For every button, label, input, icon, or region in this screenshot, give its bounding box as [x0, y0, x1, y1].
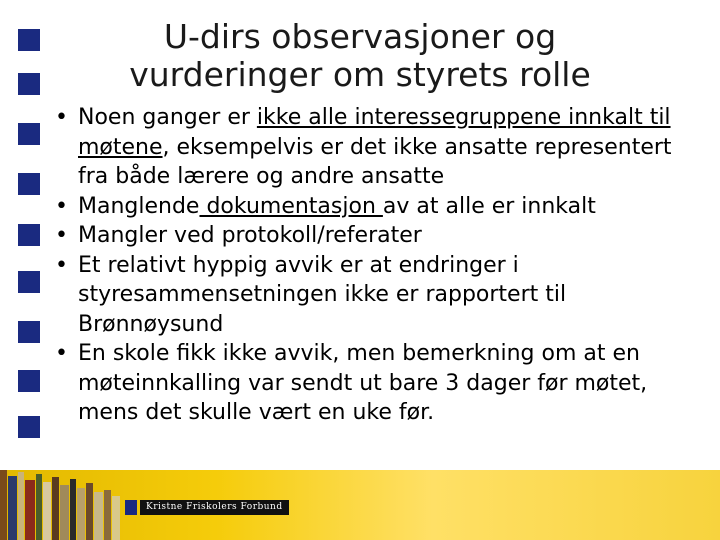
- slide-title: [60, 18, 660, 94]
- bullet-item: [52, 103, 692, 192]
- decorative-square: [18, 29, 40, 51]
- bullet-item: • Et relativt hyppig avvik er at endringer i styresammensetningen ikke er rapportert til Brønnøysund: [52, 251, 692, 340]
- footer-band: [0, 470, 720, 540]
- decorative-square-column: [0, 0, 60, 540]
- bullet-text: Noen ganger er: [78, 105, 257, 130]
- decorative-square: [18, 224, 40, 246]
- decorative-square: [18, 321, 40, 343]
- decorative-square: [18, 416, 40, 438]
- slide-title-line-2: vurderinger om styrets rolle: [129, 55, 591, 94]
- logo-text: Kristne Friskolers Forbund: [140, 500, 289, 515]
- bullet-item: [52, 192, 692, 222]
- bullet-underlined-text: dokumentasjon: [199, 193, 383, 219]
- bullet-text: av at alle er innkalt: [382, 193, 596, 219]
- decorative-square: [18, 123, 40, 145]
- bullet-item: • En skole fikk ikke avvik, men bemerkning om at en møteinnkalling var sendt ut bare 3 dager før møtet, mens det skulle vært en uke før.: [52, 339, 692, 428]
- bullet-text: , eksempelvis er det ikke ansatte representert fra både lærere og andre ansatte: [78, 134, 672, 189]
- decorative-square: [18, 370, 40, 392]
- slide-title-line-1: U-dirs observasjoner og: [163, 17, 557, 56]
- bullet-item: • Mangler ved protokoll/referater: [52, 221, 692, 251]
- bullet-list: [52, 103, 692, 428]
- logo-square-icon: [125, 500, 137, 515]
- bullet-text: Manglende: [78, 193, 200, 219]
- decorative-square: [18, 173, 40, 195]
- decorative-square: [18, 73, 40, 95]
- bullet-underlined-text: ikke alle interessegruppene innkalt til møtene: [78, 105, 671, 160]
- decorative-square: [18, 271, 40, 293]
- organization-logo: [125, 500, 289, 515]
- bookshelf-image: [0, 470, 130, 540]
